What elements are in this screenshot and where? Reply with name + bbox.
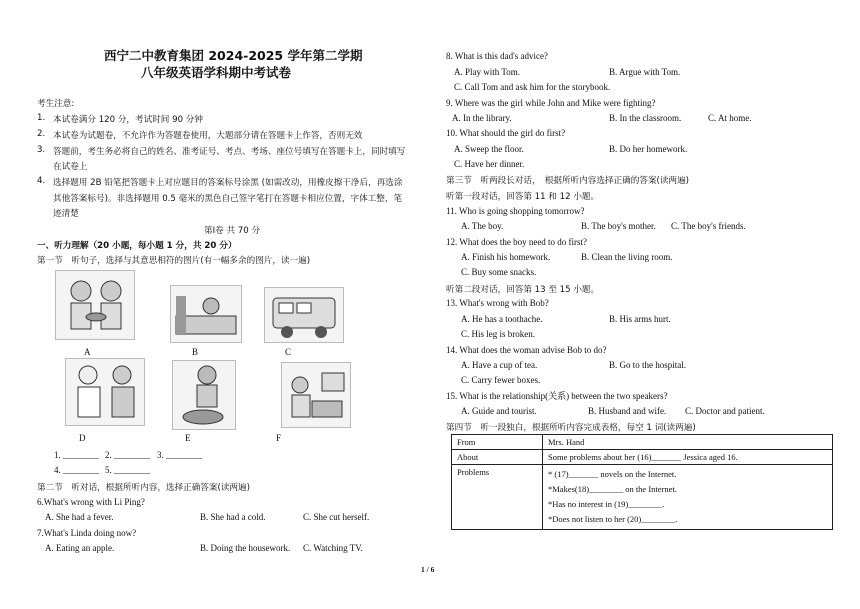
question-7: 7.What's Linda doing now? [37, 528, 137, 538]
q14-option-a: A. Have a cup of tea. [461, 360, 538, 370]
problem-19: *Has no interest in (19)________. [548, 499, 665, 509]
q12-option-c: C. Buy some snacks. [461, 267, 537, 277]
note-line: 本试卷满分 120 分，考试时间 90 分钟 [53, 115, 203, 125]
note-line: 在试卷上 [53, 162, 88, 172]
note-num: 1. [37, 113, 46, 123]
note-line: 迹清楚 [53, 209, 79, 219]
blank-3: 3. ________ [157, 450, 202, 460]
note-1 [37, 113, 203, 125]
picture-label-b: B [192, 347, 199, 357]
note-line: 其他答案标号)。非选择题用 0.5 毫米的黑色自己签字笔打在答题卡相应位置，字体工整，笔 [53, 194, 403, 204]
q9-option-a: A. In the library. [452, 113, 512, 123]
q7-option-a: A. Eating an apple. [45, 543, 115, 553]
section1-instructions: 第一节 听句子，选择与其意思相符的图片(有一幅多余的图片，读一遍) [37, 256, 311, 266]
q7-option-c: C. Watching TV. [303, 543, 363, 553]
part1-heading: 第Ⅰ卷 共 70 分 [204, 226, 261, 236]
note-line: 本试卷为试题卷，不允许作为答题卷使用，大题部分请在答题卡上作答，否则无效 [53, 131, 363, 141]
q8-option-a: A. Play with Tom. [454, 67, 520, 77]
q11-option-b: B. The boy's mother. [581, 221, 656, 231]
question-12: 12. What does the boy need to do first? [446, 237, 588, 247]
q13-option-b: B. His arms hurt. [609, 314, 671, 324]
q8-option-c: C. Call Tom and ask him for the storybook. [454, 82, 611, 92]
listening-section-heading: 一、听力理解（20 小题，每小题 1 分，共 20 分） [37, 241, 237, 251]
q9-option-c: C. At home. [708, 113, 752, 123]
table-value-about: Some problems about her (16)_______ Jessica aged 16. [543, 450, 833, 465]
q6-option-a: A. She had a fever. [45, 512, 114, 522]
table-row [452, 450, 833, 465]
question-14: 14. What does the woman advise Bob to do? [446, 345, 607, 355]
note-2 [37, 129, 363, 141]
q6-option-b: B. She had a cold. [200, 512, 266, 522]
q15-option-a: A. Guide and tourist. [461, 406, 537, 416]
question-10: 10. What should the girl do first? [446, 128, 566, 138]
problem-20: *Does not listen to her (20)________. [548, 514, 678, 524]
q15-option-b: B. Husband and wife. [588, 406, 667, 416]
picture-a [55, 270, 135, 340]
picture-c [264, 287, 344, 343]
table-label-problems: Problems [452, 465, 543, 530]
q6-option-c: C. She cut herself. [303, 512, 370, 522]
q15-option-c: C. Doctor and patient. [685, 406, 765, 416]
picture-label-e: E [185, 433, 191, 443]
monologue-table [451, 434, 833, 530]
note-line: 答题前，考生务必将自己的姓名、准考证号、考点、考场、座位号填写在答题卡上，同时填写 [53, 147, 406, 157]
q7-option-b: B. Doing the housework. [200, 543, 291, 553]
question-9: 9. Where was the girl while John and Mike were fighting? [446, 98, 656, 108]
picture-label-a: A [84, 347, 91, 357]
problem-17: * (17)_______ novels on the Internet. [548, 469, 677, 479]
table-row [452, 435, 833, 450]
section2-instructions: 第二节 听对话，根据所听内容，选择正确答案(读两遍) [37, 483, 250, 493]
question-15: 15. What is the relationship(关系) between the two speakers? [446, 391, 668, 401]
blank-5: 5. ________ [105, 465, 150, 475]
exam-title-line2: 八年级英语学科期中考试卷 [141, 65, 292, 80]
table-row [452, 465, 833, 530]
picture-label-f: F [276, 433, 282, 443]
note-4 [37, 176, 403, 188]
picture-label-c: C [285, 347, 292, 357]
q10-option-c: C. Have her dinner. [454, 159, 525, 169]
picture-label-d: D [79, 433, 86, 443]
table-value-problems [543, 465, 833, 530]
q12-option-b: B. Clean the living room. [581, 252, 673, 262]
section3-instructions: 第三节 听两段长对话， 根据所听内容选择正确的答案(读两遍) [446, 176, 690, 186]
q8-option-b: B. Argue with Tom. [609, 67, 681, 77]
picture-b [170, 285, 242, 343]
question-13: 13. What's wrong with Bob? [446, 298, 549, 308]
section4-instructions: 第四节 听一段独白，根据所听内容完成表格，每空 1 词(读两遍) [446, 423, 696, 433]
section3-sub2: 听第二段对话，回答第 13 至 15 小题。 [446, 285, 600, 295]
q10-option-b: B. Do her homework. [609, 144, 688, 154]
q13-option-c: C. His leg is broken. [461, 329, 535, 339]
q10-option-a: A. Sweep the floor. [454, 144, 524, 154]
q11-option-c: C. The boy's friends. [671, 221, 746, 231]
q14-option-b: B. Go to the hospital. [609, 360, 686, 370]
table-label-from: From [452, 435, 543, 450]
problem-18: *Makes(18)________ on the Internet. [548, 484, 677, 494]
blank-4: 4. ________ [54, 465, 99, 475]
q12-option-a: A. Finish his homework. [461, 252, 551, 262]
question-8: 8. What is this dad's advice? [446, 51, 548, 61]
q14-option-c: C. Carry fewer boxes. [461, 375, 541, 385]
picture-e [172, 360, 236, 430]
notes-heading: 考生注意: [37, 99, 75, 109]
picture-f [281, 362, 351, 428]
table-label-about: About [452, 450, 543, 465]
q11-option-a: A. The boy. [461, 221, 504, 231]
table-value-from: Mrs. Hand [543, 435, 833, 450]
note-num: 3. [37, 145, 46, 155]
note-line: 选择题用 2B 铅笔把答题卡上对应题目的答案标号涂黑 (如需改动，用橡皮擦干净后，再选涂 [53, 178, 403, 188]
q13-option-a: A. He has a toothache. [461, 314, 543, 324]
blank-2: 2. ________ [105, 450, 150, 460]
picture-d [65, 358, 145, 426]
note-3 [37, 145, 406, 157]
question-11: 11. Who is going shopping tomorrow? [446, 206, 585, 216]
exam-title-line1: 西宁二中教育集团 2024-2025 学年第二学期 [104, 48, 363, 63]
section3-sub1: 听第一段对话，回答第 11 和 12 小题。 [446, 192, 600, 202]
page-number: 1 / 6 [421, 565, 435, 574]
note-num: 4. [37, 176, 46, 186]
blank-1: 1. ________ [54, 450, 99, 460]
question-6: 6.What's wrong with Li Ping? [37, 497, 145, 507]
note-num: 2. [37, 129, 46, 139]
q9-option-b: B. In the classroom. [609, 113, 682, 123]
